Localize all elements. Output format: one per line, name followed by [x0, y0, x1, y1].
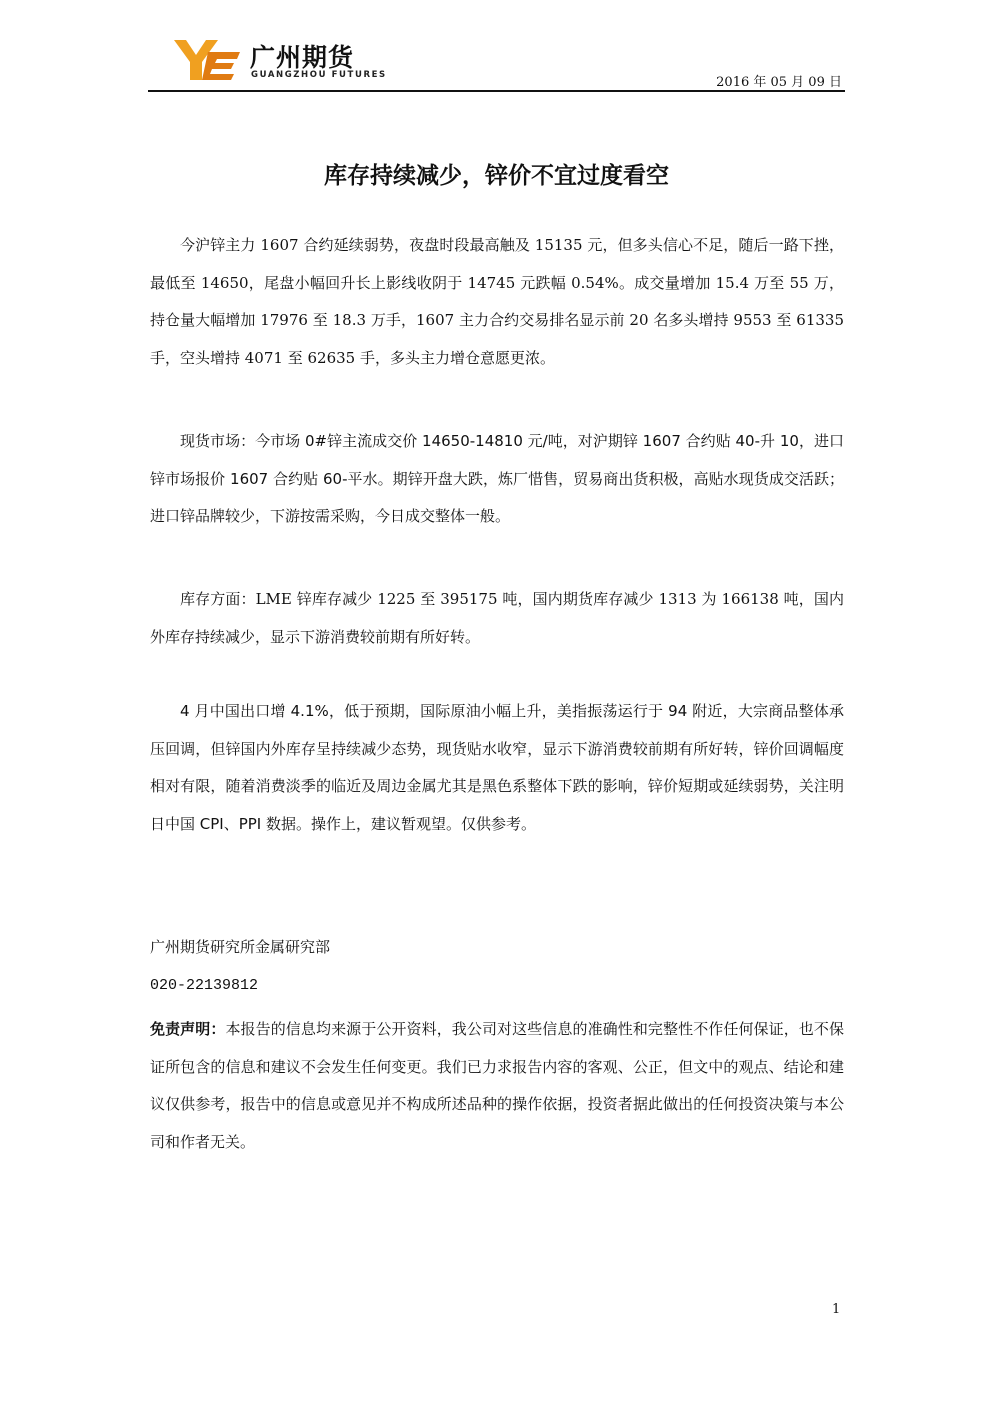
- paragraph-outlook: 4 月中国出口增 4.1%，低于预期，国际原油小幅上升，美指振荡运行于 94 附近，大宗商品整体承压回调，但锌国内外库存呈持续减少态势，现货贴水收窄，显示下游消费较前期有所好转，锌价回调幅度相对有限，随着消费淡季的临近及周边金属尤其是黑色系整体下跌的影响，锌价短期或延续弱势，关注明日中国 CPI、PPI 数据。操作上，建议暂观望。仅供参考。: [150, 702, 844, 833]
- report-title: 库存持续减少，锌价不宜过度看空: [324, 163, 669, 189]
- paragraph-market-summary: 今沪锌主力 1607 合约延续弱势，夜盘时段最高触及 15135 元，但多头信心不足，随后一路下挫，最低至 14650，尾盘小幅回升长上影线收阴于 14745 元跌幅 0.54%。成交量增加 15.4 万至 55 万，持仓量大幅增加 17976 至 18.3 万手，1607 主力合约交易排名显示前 20 名多头增持 9553 至 61335 手，空头增持 4071 至 62635 手，多头主力增仓意愿更浓。: [150, 236, 844, 367]
- contact-phone: 020-22139812: [150, 977, 259, 994]
- disclaimer: [150, 1011, 844, 1161]
- ye-logo-icon: [174, 38, 240, 82]
- company-logo: [174, 38, 387, 84]
- paragraph-inventory: 库存方面：LME 锌库存减少 1225 至 395175 吨，国内期货库存减少 1313 为 166138 吨，国内外库存持续减少，显示下游消费较前期有所好转。: [150, 590, 844, 646]
- disclaimer-text: 本报告的信息均来源于公开资料，我公司对这些信息的准确性和完整性不作任何保证，也不保证所包含的信息和建议不会发生任何变更。我们已力求报告内容的客观、公正，但文中的观点、结论和建议仅供参考，报告中的信息或意见并不构成所述品种的操作依据，投资者据此做出的任何投资决策与本公司和作者无关。: [150, 1020, 844, 1151]
- disclaimer-label: 免责声明：: [150, 1020, 226, 1038]
- logo-chinese-name: 广州期货: [250, 43, 355, 72]
- report-date: 2016 年 05 月 09 日: [716, 75, 842, 90]
- research-department: 广州期货研究所金属研究部: [150, 938, 331, 956]
- header-divider: [148, 90, 845, 92]
- page-number: 1: [832, 1302, 841, 1317]
- logo-english-name: GUANGZHOU FUTURES: [251, 70, 387, 80]
- paragraph-spot-market: 现货市场：今市场 0#锌主流成交价 14650-14810 元/吨，对沪期锌 1607 合约贴 40-升 10，进口锌市场报价 1607 合约贴 60-平水。期锌开盘大跌，炼厂惜售，贸易商出货积极，高贴水现货成交活跃；进口锌品牌较少，下游按需采购，今日成交整体一般。: [150, 432, 844, 525]
